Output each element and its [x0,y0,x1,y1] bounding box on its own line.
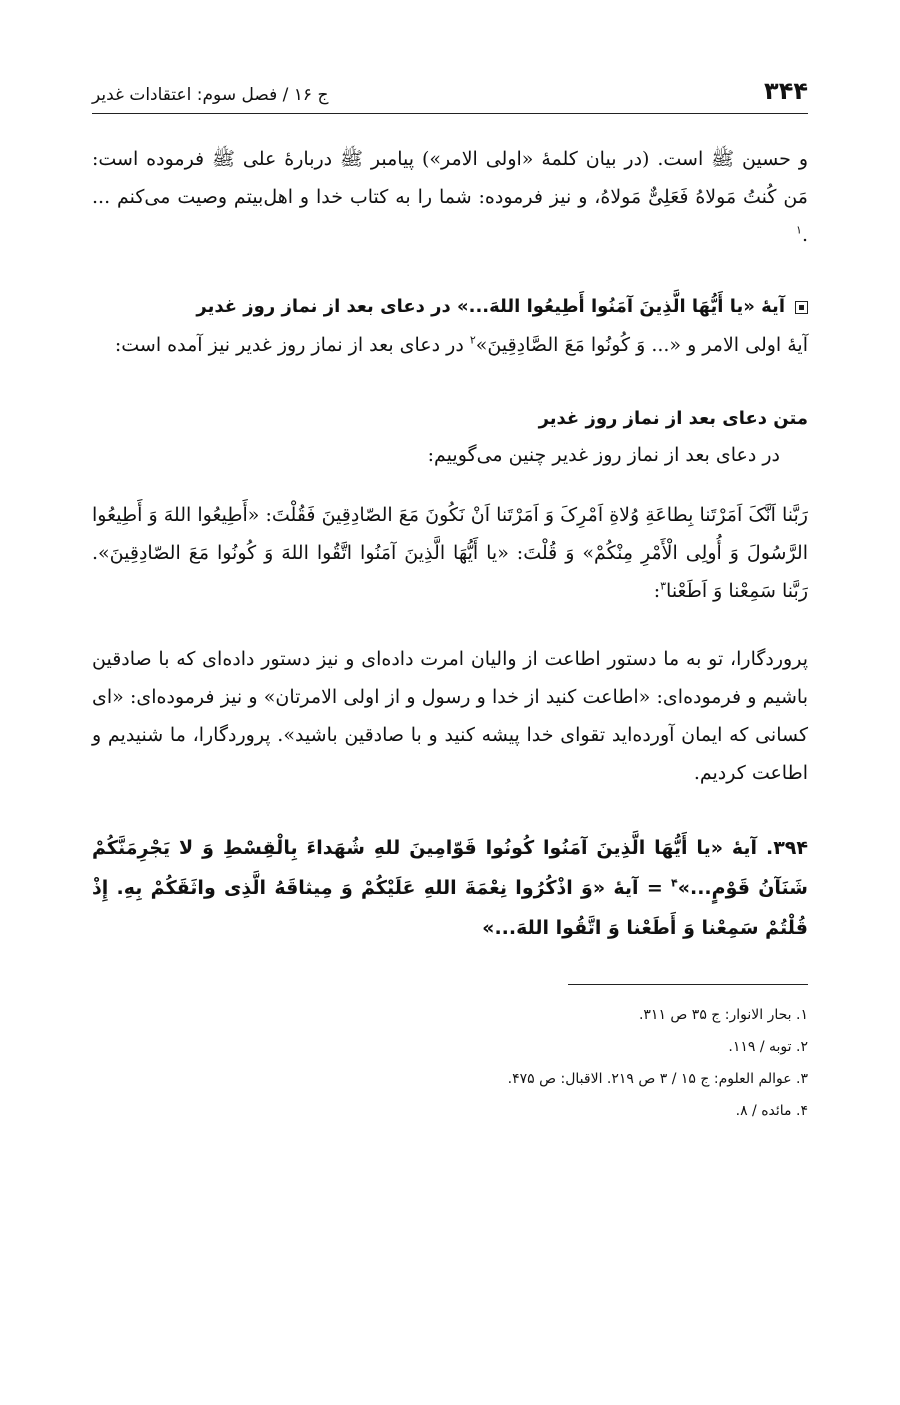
footnote-item: ۱. بحار الانوار: ج ۳۵ ص ۳۱۱. [638,1007,808,1023]
section-394-part2: = آیهٔ «وَ اذْکُرُوا نِعْمَةَ اللهِ عَلَیْکُمْ وَ مِیثاقَهُ الَّذِی واثَقَکُمْ بِهِ. إِذْ قُلْتُمْ سَمِعْنا وَ أَطَعْنا وَ اتَّقُوا اللهَ...» [92,877,808,939]
square-bullet-icon [795,301,808,314]
footnote-ref-1[interactable]: ۱ [796,223,802,237]
intro-paragraph [92,140,808,254]
section-heading-text: آیهٔ «یا أَیُّهَا الَّذِینَ آمَنُوا أَطِیعُوا اللهَ...» در دعای بعد از نماز روز غدیر [196,296,785,317]
page-number: ۳۴۴ [764,77,808,105]
section-heading-aye [92,290,808,324]
aye-text-part2: در دعای بعد از نماز روز غدیر نیز آمده است: [114,334,470,356]
dua-intro: در دعای بعد از نماز روز غدیر چنین می‌گوییم: [427,444,780,466]
dua-translation: پروردگارا، تو به ما دستور اطاعت از والیان امرت داده‌ای و نیز دستور داده‌ای که با صادقین باشیم و فرموده‌ای: «اطاعت کنید از خدا و رسول و از اولی الامرتان» و نیز فرموده‌ای: «ای کسانی که ایمان آورده‌اید تقوای خدا پیشه کنید و با صادقین باشید». پروردگارا، ما شنیدیم و اطاعت کردیم. [92,648,808,784]
book-page [92,58,808,1127]
dua-subheading: متن دعای بعد از نماز روز غدیر [538,408,808,429]
footnotes [92,999,808,1127]
section-number: ۳۹۴. [765,837,808,859]
aye-text-part1: آیهٔ اولی الامر و «... وَ کُونُوا مَعَ الصَّادِقِینَ» [475,334,808,356]
section-394 [92,828,808,948]
running-head: ج ۱۶ / فصل سوم: اعتقادات غدیر [92,85,329,105]
footnote-ref-2[interactable]: ۲ [469,333,476,347]
footnote-item: ۴. مائده / ۸. [735,1103,808,1119]
footnote-item: ۲. توبه / ۱۱۹. [728,1039,808,1055]
footnote-ref-4[interactable]: ۴ [671,876,678,890]
dua-arabic-body: رَبَّنا اَنَّکَ اَمَرْتَنا بِطاعَةِ وُلاةِ اَمْرِکَ وَ اَمَرْتَنا اَنْ نَکُونَ مَعَ الصّادِقِینَ فَقُلْتَ: «أَطِیعُوا اللهَ وَ أَطِیعُوا الرَّسُولَ وَ أُولِی الْأَمْرِ مِنْکُمْ» وَ قُلْتَ: «یا أَیُّهَا الَّذِینَ آمَنُوا اتَّقُوا اللهَ وَ کُونُوا مَعَ الصّادِقِینَ». رَبَّنا سَمِعْنا وَ اَطَعْنا [92,504,808,602]
page-header [92,58,808,114]
footnote-item: ۳. عوالم العلوم: ج ۱۵ / ۳ ص ۲۱۹. الاقبال: ص ۴۷۵. [507,1071,808,1087]
section-394-part1: آیهٔ «یا أَیُّهَا الَّذِینَ آمَنُوا کُونُوا قَوّامِینَ للهِ شُهَداءَ بِالْقِسْطِ وَ لا یَجْرِمَنَّکُمْ شَنَآنُ قَوْمٍ...» [92,837,808,899]
footnote-ref-3[interactable]: ۳ [660,579,667,593]
aye-paragraph [92,326,808,364]
intro-text: و حسین ﷺ است. (در بیان کلمهٔ «اولی الامر») پیامبر ﷺ دربارهٔ علی ﷺ فرموده است: مَن کُنتُ مَولاهُ فَعَلِیٌّ مَولاهُ، و نیز فرموده: شما را به کتاب خدا و اهل‌بیتم وصیت می‌کنم ... . [92,148,808,246]
dua-arabic-text: رَبَّنا اَنَّکَ اَمَرْتَنا بِطاعَةِ وُلاةِ اَمْرِکَ وَ اَمَرْتَنا اَنْ نَکُونَ مَعَ الصّادِقِینَ فَقُلْتَ: «أَطِیعُوا اللهَ وَ أَطِیعُوا الرَّسُولَ وَ أُولِی الْأَمْرِ مِنْکُمْ» وَ قُلْتَ: «یا أَیُّهَا الَّذِینَ آمَنُوا اتَّقُوا اللهَ وَ کُونُوا مَعَ الصّادِقِینَ». رَبَّنا سَمِعْنا وَ اَطَعْنا$^۳$: [92,504,808,602]
footnote-divider [568,984,808,985]
